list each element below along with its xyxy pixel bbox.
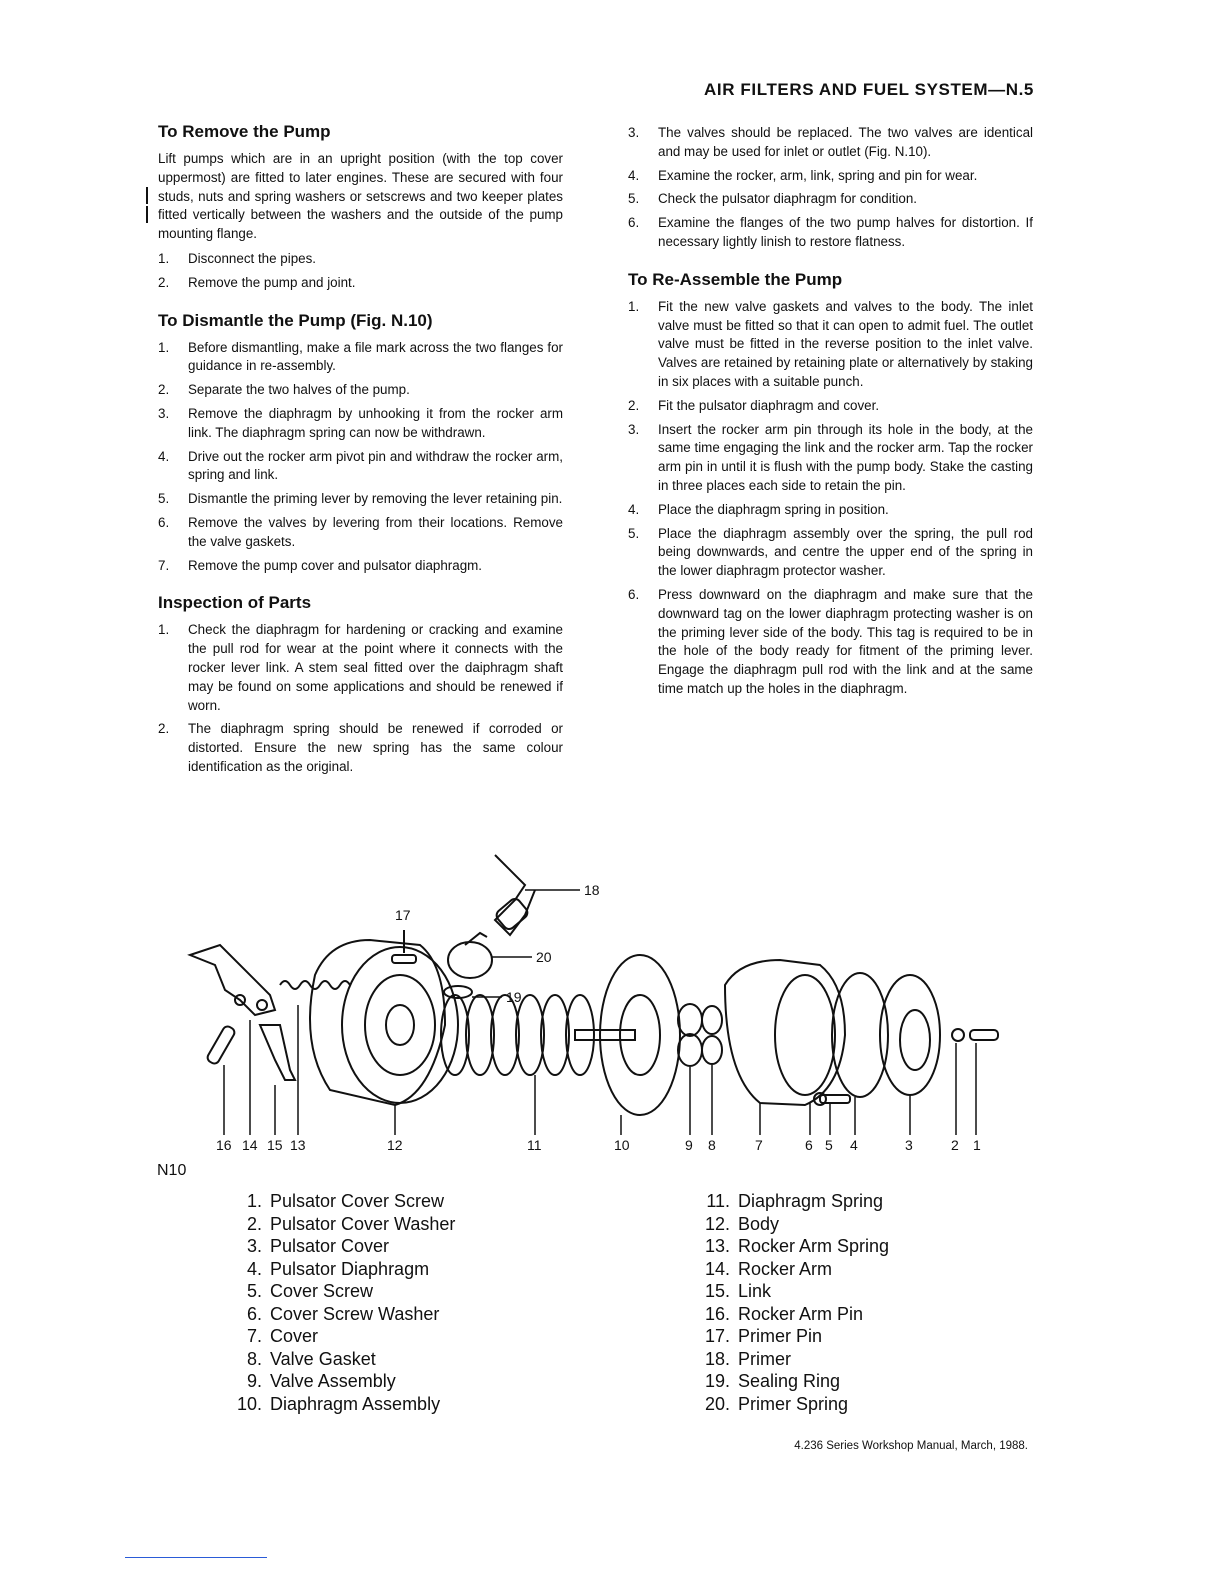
legend-item: 16. Rocker Arm Pin: [704, 1303, 864, 1324]
callout-12: 12: [387, 1137, 403, 1153]
list-item: 2. Remove the pump and joint.: [158, 274, 356, 290]
link-part: [260, 1025, 295, 1080]
legend-item: 2. Pulsator Cover Washer: [246, 1213, 456, 1234]
page-footer: 4.236 Series Workshop Manual, March, 1988.: [794, 1440, 1028, 1452]
legend-item: 20. Primer Spring: [704, 1393, 849, 1414]
legend-item: 12. Body: [704, 1213, 780, 1234]
list-item: 7. Remove the pump cover and pulsator diaphragm.: [158, 557, 483, 573]
list-item: 1. Disconnect the pipes.: [158, 250, 317, 266]
body-part: [310, 940, 445, 1105]
rocker-arm-part: [190, 945, 275, 1015]
list-item: 6. Examine the flanges of the two pump halves for distortion. If necessary lightly linish to restore flatness.: [628, 215, 1033, 249]
page-header: AIR FILTERS AND FUEL SYSTEM—N.5: [704, 80, 1034, 99]
revision-bar-2: [146, 206, 148, 223]
reassemble-heading: To Re-Assemble the Pump: [628, 269, 843, 289]
callout-8: 8: [708, 1137, 716, 1153]
callout-18: 18: [584, 882, 600, 898]
legend-item: 14. Rocker Arm: [704, 1258, 833, 1279]
figure-label: N10: [157, 1162, 187, 1179]
remove-pump-heading: To Remove the Pump: [158, 122, 331, 141]
list-item: 4. Drive out the rocker arm pivot pin and withdraw the rocker arm, spring and link.: [158, 448, 563, 483]
callout-6: 6: [805, 1137, 813, 1153]
cover-part: [725, 960, 845, 1105]
callout-19: 19: [506, 989, 522, 1005]
legend-left: [222, 1190, 455, 1415]
callout-13: 13: [290, 1137, 306, 1153]
callout-3: 3: [905, 1137, 913, 1153]
primer-pin-part: [392, 955, 416, 963]
list-item: 2. Separate the two halves of the pump.: [158, 382, 410, 398]
list-item: 1. Before dismantling, make a file mark across the two flanges for guidance in re-assembly.: [158, 339, 563, 374]
reassemble-steps: [628, 298, 1033, 699]
list-item: 5. Check the pulsator diaphragm for condition.: [628, 191, 918, 207]
dismantle-pump-heading: To Dismantle the Pump (Fig. N.10): [158, 310, 433, 330]
diaphragm-spring-part: [441, 995, 594, 1075]
inspection-heading: Inspection of Parts: [158, 593, 312, 613]
list-item: 3. Insert the rocker arm pin through its hole in the body, at the same time engaging the link and the rocker arm. Tap the rocker arm pin in until it is flush with the pump body. Stake the casting in three places each side to retain the pin.: [628, 421, 1033, 493]
callout-11: 11: [527, 1137, 542, 1153]
legend-item: 11. Diaphragm Spring: [706, 1191, 884, 1211]
callout-10: 10: [614, 1137, 630, 1153]
list-item: 4. Examine the rocker, arm, link, spring and pin for wear.: [628, 167, 978, 183]
legend-item: 4. Pulsator Diaphragm: [246, 1258, 430, 1279]
list-item: 3. Remove the diaphragm by unhooking it from the rocker arm link. The diaphragm spring can now be withdrawn.: [158, 405, 563, 440]
legend-item: 7. Cover: [246, 1326, 319, 1346]
inspection-steps: [158, 621, 563, 776]
callout-7: 7: [755, 1137, 763, 1153]
list-item: 3. The valves should be replaced. The two valves are identical and may be used for inlet or outlet (Fig. N.10).: [628, 125, 1033, 159]
callout-5: 5: [825, 1137, 833, 1153]
inspection-steps-continued: [628, 124, 1033, 252]
rocker-spring-part: [280, 981, 350, 989]
legend-item: 15. Link: [704, 1281, 772, 1301]
right-column: [628, 124, 1033, 704]
callout-9: 9: [685, 1137, 693, 1153]
dismantle-pump-steps: [158, 339, 563, 576]
legend-item: 3. Pulsator Cover: [246, 1236, 390, 1256]
list-item: 1. Fit the new valve gaskets and valves to the body. The inlet valve must be fitted so that it can open to admit fuel. The outlet valve must be fitted in the reverse position to the inlet valve. Valves are retained by retaining plate or alternatively by staking in six places with a suitable punch.: [628, 298, 1033, 389]
primer-spring-part: [448, 942, 492, 978]
list-item: 4. Place the diaphragm spring in position.: [628, 501, 889, 517]
list-item: 2. The diaphragm spring should be renewed if corroded or distorted. Ensure the new spring has the same colour identification as the original.: [158, 721, 563, 774]
list-item: 6. Press downward on the diaphragm and make sure that the downward tag on the lower diaphragm protecting washer is on the priming lever side of the body. This tag is required to be in the hole of the body ready for fitment of the priming lever. Engage the diaphragm pull rod with the link and at the same time match up the holes in the diaphragm.: [628, 586, 1033, 696]
legend-item: 9. Valve Assembly: [246, 1371, 396, 1391]
callout-14: 14: [242, 1137, 258, 1153]
callout-15: 15: [267, 1137, 283, 1153]
callout-17: 17: [395, 907, 411, 923]
legend-item: 19. Sealing Ring: [704, 1371, 841, 1391]
valve-part: [678, 1004, 702, 1036]
list-item: 6. Remove the valves by levering from their locations. Remove the valve gaskets.: [158, 514, 563, 549]
legend-item: 6. Cover Screw Washer: [246, 1303, 440, 1324]
legend-item: 5. Cover Screw: [246, 1281, 374, 1301]
rocker-pin-part: [206, 1025, 236, 1066]
remove-pump-steps: [158, 250, 563, 293]
list-item: 5. Dismantle the priming lever by removing the lever retaining pin.: [158, 491, 563, 507]
pulsator-screw-part: [970, 1030, 998, 1040]
fuel-pump-exploded-diagram: [180, 845, 1020, 1165]
list-item: 1. Check the diaphragm for hardening or cracking and examine the pull rod for wear at the point where it connects with the rocker lever link. A stem seal fitted over the daiphragm shaft may be found on some applications and should be renewed if worn.: [158, 622, 563, 713]
pulsator-washer-part: [952, 1029, 964, 1041]
callout-2: 2: [951, 1137, 959, 1153]
legend-item: 18. Primer: [704, 1348, 791, 1369]
valve-gasket-part: [702, 1006, 722, 1034]
bottom-rule: [125, 1557, 267, 1558]
revision-bar-1: [146, 187, 148, 204]
diaphragm-assembly-part: [600, 955, 680, 1115]
list-item: 2. Fit the pulsator diaphragm and cover.: [628, 397, 880, 413]
left-column: [158, 122, 563, 782]
callout-1: 1: [973, 1137, 981, 1153]
legend-item: 17. Primer Pin: [704, 1326, 823, 1346]
legend-item: 8. Valve Gasket: [246, 1348, 376, 1369]
list-item: 5. Place the diaphragm assembly over the spring, the pull rod being downwards, and centre the upper end of the spring in the lower diaphragm protector washer.: [628, 525, 1033, 579]
legend-item: 1. Pulsator Cover Screw: [246, 1191, 445, 1211]
legend-right: [690, 1190, 889, 1415]
callout-4: 4: [850, 1137, 858, 1153]
legend-item: 10. Diaphragm Assembly: [236, 1393, 441, 1414]
legend-item: 13. Rocker Arm Spring: [704, 1236, 890, 1256]
remove-pump-paragraph: Lift pumps which are in an upright position (with the top cover uppermost) are fitted to later engines. These are secured with four studs, nuts and spring washers or setscrews and two keeper plates fitted vertically between the washers and the outside of the pump mounting flange.: [158, 151, 563, 242]
callout-16: 16: [216, 1137, 232, 1153]
callout-20: 20: [536, 949, 552, 965]
